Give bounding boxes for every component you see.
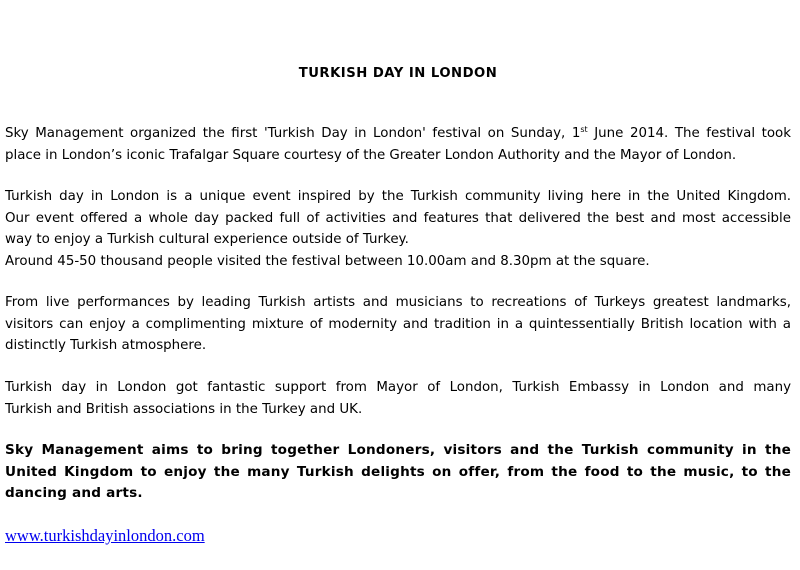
performances-line-2: visitors can enjoy a complimenting mixture of modernity and tradition in a quintessentially British location with a (5, 316, 791, 332)
event-line-1: Turkish day in London is a unique event inspired by the Turkish community living here in the United Kingdom. (5, 189, 791, 204)
event-description-paragraph (5, 186, 791, 272)
intro-paragraph (5, 123, 791, 166)
event-line-3: way to enjoy a Turkish cultural experience outside of Turkey. (5, 232, 409, 247)
intro-line-2: place in London’s iconic Trafalgar Square courtesy of the Greater London Authority and the Mayor of London. (5, 147, 737, 163)
intro-line-1 (5, 123, 791, 145)
aims-line-3: dancing and arts. (5, 485, 143, 501)
performances-line-3: distinctly Turkish atmosphere. (5, 338, 207, 353)
performances-paragraph (5, 292, 791, 357)
event-line-2: Our event offered a whole day packed full of activities and features that delivered the best and most accessible (5, 210, 791, 226)
aims-line-2: United Kingdom to enjoy the many Turkish delights on offer, from the food to the music, to the (5, 463, 791, 480)
website-link[interactable]: www.turkishdayinlondon.com (5, 526, 205, 545)
intro-line-1-text-end: June 2014. The festival took (587, 126, 791, 141)
aims-paragraph (5, 440, 791, 505)
performances-line-1: From live performances by leading Turkish artists and musicians to recreations of Turkeys greatest landmarks, (5, 295, 791, 310)
page-title: TURKISH DAY IN LONDON (298, 66, 498, 81)
support-line-1: Turkish day in London got fantastic support from Mayor of London, Turkish Embassy in London and many (5, 380, 791, 395)
event-line-4: Around 45-50 thousand people visited the festival between 10.00am and 8.30pm at the square. (5, 253, 650, 269)
intro-line-1-text: Sky Management organized the first 'Turkish Day in London' festival on Sunday, 1 (5, 126, 581, 141)
ordinal-suffix: st (580, 125, 588, 134)
support-paragraph (5, 377, 791, 420)
support-line-2: Turkish and British associations in the Turkey and UK. (5, 401, 363, 417)
aims-line-1: Sky Management aims to bring together Londoners, visitors and the Turkish community in the (5, 442, 791, 458)
